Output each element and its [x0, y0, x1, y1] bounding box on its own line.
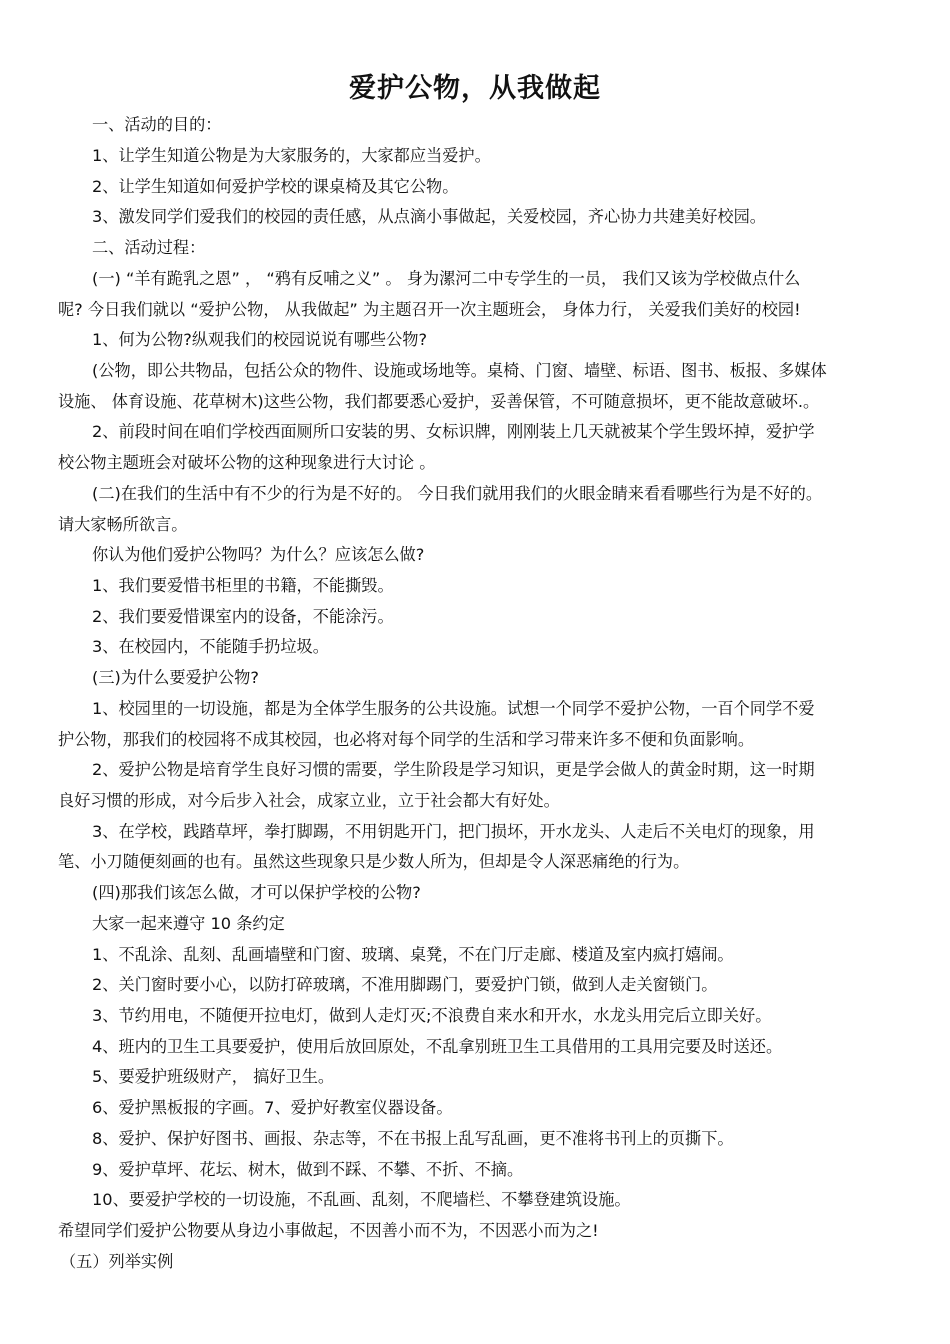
- list-item: 2、关门窗时要小心，以防打碎玻璃，不准用脚踢门，要爱护门锁，做到人走关窗锁门。: [92, 975, 718, 994]
- paragraph-line: 笔、小刀随便刻画的也有。虽然这些现象只是少数人所为，但却是令人深恶痛绝的行为。: [58, 852, 690, 871]
- list-item: 6、爱护黑板报的字画。7、爱护好教室仪器设备。: [92, 1098, 453, 1117]
- paragraph-line: (三)为什么要爱护公物?: [92, 668, 259, 687]
- paragraph-line: 2、前段时间在咱们学校西面厕所口安装的男、女标识牌，刚刚装上几天就被某个学生毁坏掉，爱护学: [92, 422, 815, 441]
- list-item: 9、爱护草坪、花坛、树木，做到不踩、不攀、不折、不摘。: [92, 1160, 524, 1179]
- paragraph-line: 1、让学生知道公物是为大家服务的，大家都应当爱护。: [92, 146, 491, 165]
- paragraph-line: 大家一起来遵守 10 条约定: [92, 914, 285, 933]
- list-item: 3、节约用电，不随便开拉电灯，做到人走灯灭;不浪费自来水和开水，水龙头用完后立即关好。: [92, 1006, 772, 1025]
- paragraph-line: 3、在学校，践踏草坪，拳打脚踢，不用钥匙开门，把门损坏，开水龙头、人走后不关电灯的现象，用: [92, 822, 815, 841]
- paragraph-line: (四)那我们该怎么做，才可以保护学校的公物?: [92, 883, 421, 902]
- paragraph-line: 校公物主题班会对破坏公物的这种现象进行大讨论 。: [58, 453, 436, 472]
- list-item: 4、班内的卫生工具要爱护，使用后放回原处，不乱拿别班卫生工具借用的工具用完要及时送还。: [92, 1037, 783, 1056]
- list-item: 1、不乱涂、乱刻、乱画墙壁和门窗、玻璃、桌凳，不在门厅走廊、楼道及室内疯打嬉闹。: [92, 945, 734, 964]
- paragraph-line: 呢? 今日我们就以 “爱护公物， 从我做起” 为主题召开一次主题班会， 身体力行， 关爱我们美好的校园!: [58, 300, 801, 319]
- paragraph-line: 你认为他们爱护公物吗？为什么？应该怎么做?: [92, 545, 425, 564]
- section-heading-process: 二、活动过程：: [92, 238, 206, 257]
- paragraph-line: (公物，即公共物品，包括公众的物件、设施或场地等。桌椅、门窗、墙壁、标语、图书、板报、多媒体: [92, 361, 827, 380]
- paragraph-line: 1、我们要爱惜书柜里的书籍，不能撕毁。: [92, 576, 394, 595]
- document-title: 爱护公物，从我做起: [349, 73, 601, 104]
- paragraph-line: 请大家畅所欲言。: [58, 515, 188, 534]
- paragraph-line: (一) “羊有跪乳之恩” ， “鸦有反哺之义” 。 身为漯河二中专学生的一员， 我们又该为学校做点什么: [92, 269, 801, 288]
- list-item: 10、要爱护学校的一切设施，不乱画、乱刻，不爬墙栏、不攀登建筑设施。: [92, 1190, 631, 1209]
- paragraph-line: 1、何为公物?纵观我们的校园说说有哪些公物?: [92, 330, 428, 349]
- paragraph-line: 护公物，那我们的校园将不成其校园，也必将对每个同学的生活和学习带来许多不便和负面影响。: [58, 730, 755, 749]
- paragraph-line: 良好习惯的形成，对今后步入社会，成家立业，立于社会都大有好处。: [58, 791, 560, 810]
- paragraph-line: 设施、 体育设施、花草树木)这些公物，我们都要悉心爱护，妥善保管，不可随意损坏，更不能故意破坏.。: [58, 392, 820, 411]
- paragraph-line: 3、激发同学们爱我们的校园的责任感，从点滴小事做起，关爱校园，齐心协力共建美好校园。: [92, 207, 766, 226]
- paragraph-line: 2、爱护公物是培育学生良好习惯的需要，学生阶段是学习知识，更是学会做人的黄金时期，这一时期: [92, 760, 815, 779]
- section-heading-examples: （五）列举实例: [60, 1252, 174, 1271]
- paragraph-line: 1、校园里的一切设施，都是为全体学生服务的公共设施。试想一个同学不爱护公物，一百个同学不爱: [92, 699, 815, 718]
- paragraph-line: 3、在校园内，不能随手扔垃圾。: [92, 637, 329, 656]
- paragraph-line: (二)在我们的生活中有不少的行为是不好的。 今日我们就用我们的火眼金睛来看看哪些行为是不好的。: [92, 484, 823, 503]
- paragraph-line: 2、让学生知道如何爱护学校的课桌椅及其它公物。: [92, 177, 459, 196]
- paragraph-line: 2、我们要爱惜课室内的设备，不能涂污。: [92, 607, 394, 626]
- list-item: 8、爱护、保护好图书、画报、杂志等，不在书报上乱写乱画，更不准将书刊上的页撕下。: [92, 1129, 734, 1148]
- list-item: 5、要爱护班级财产， 搞好卫生。: [92, 1067, 335, 1086]
- section-heading-purpose: 一、活动的目的：: [92, 115, 222, 134]
- closing-line: 希望同学们爱护公物要从身边小事做起，不因善小而不为，不因恶小而为之!: [58, 1221, 599, 1240]
